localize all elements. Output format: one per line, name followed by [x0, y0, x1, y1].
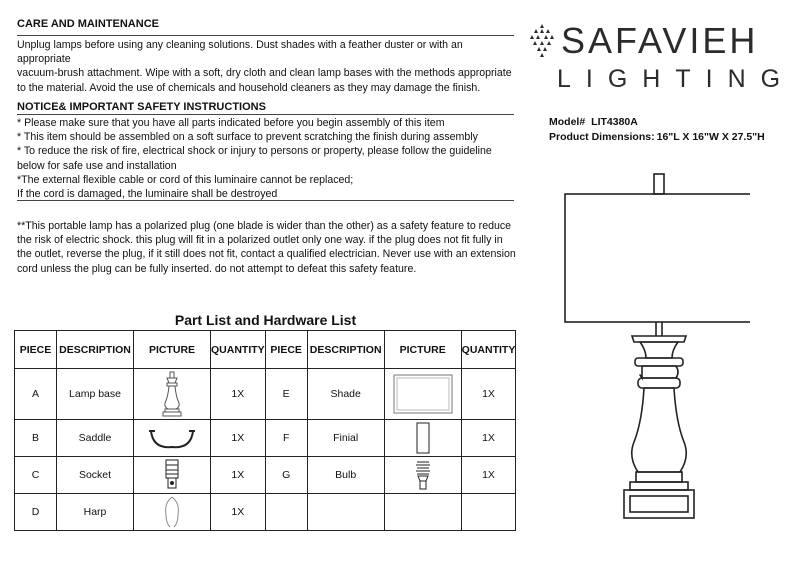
dimensions-label: Product Dimensions:	[549, 131, 655, 143]
notice-line: * Please make sure that you have all parts indicated before you begin assembly of this item	[17, 117, 445, 129]
care-divider	[17, 35, 514, 36]
notice-line: If the cord is damaged, the luminaire shall be destroyed	[17, 188, 278, 201]
plug-note-line: **This portable lamp has a polarized plug (one blade is wider than the other) as a safety feature to reduce	[17, 220, 512, 232]
piece-cell: F	[265, 420, 307, 457]
socket-icon	[164, 459, 180, 491]
notice-bottom-divider	[17, 200, 514, 201]
piece-cell	[265, 494, 307, 531]
header-cell: DESCRIPTION	[307, 331, 384, 369]
lamp-base-icon	[160, 371, 184, 417]
care-title: CARE AND MAINTENANCE	[17, 18, 159, 30]
model-value: LIT4380A	[591, 116, 638, 128]
description-cell: Socket	[57, 457, 134, 494]
quantity-cell: 1X	[461, 457, 516, 494]
table-row	[15, 457, 516, 494]
plug-note-paragraph	[17, 219, 517, 276]
finial-icon	[415, 422, 431, 454]
notice-divider	[17, 114, 514, 115]
model-label: Model#	[549, 116, 586, 128]
notice-line: *The external flexible cable or cord of this luminaire cannot be replaced;	[17, 173, 354, 186]
notice-line: * To reduce the risk of fire, electrical shock or injury to persons or property, please follow the guideline	[17, 145, 492, 158]
saddle-icon	[147, 423, 197, 453]
header-cell: QUANTITY	[461, 331, 516, 369]
quantity-cell: 1X	[461, 420, 516, 457]
description-cell: Harp	[57, 494, 134, 531]
header-cell: PICTURE	[384, 331, 461, 369]
harp-icon	[160, 495, 184, 529]
brand-subtitle: LIGHTING	[557, 65, 796, 93]
notice-line: below for safe use and installation	[17, 159, 177, 172]
notice-paragraph	[17, 116, 517, 201]
lamp-illustration	[560, 172, 750, 532]
care-line: to the material. Avoid the use of chemicals and household cleaners as they may damage the finish.	[17, 81, 481, 94]
care-paragraph	[17, 38, 517, 95]
piece-cell: E	[265, 369, 307, 420]
piece-cell: D	[15, 494, 57, 531]
quantity-cell: 1X	[211, 494, 266, 531]
description-cell: Shade	[307, 369, 384, 420]
picture-cell	[134, 494, 211, 531]
notice-title: NOTICE& IMPORTANT SAFETY INSTRUCTIONS	[17, 101, 266, 113]
plug-note-line: cord unless the plug can be fully inserted. do not attempt to defeat this safety feature.	[17, 262, 417, 275]
picture-cell	[134, 457, 211, 494]
quantity-cell: 1X	[211, 420, 266, 457]
table-row	[15, 420, 516, 457]
quantity-cell	[461, 494, 516, 531]
piece-cell: A	[15, 369, 57, 420]
quantity-cell: 1X	[211, 369, 266, 420]
piece-cell: B	[15, 420, 57, 457]
header-cell: PIECE	[265, 331, 307, 369]
header-cell: PICTURE	[134, 331, 211, 369]
parts-header-row	[15, 331, 516, 369]
chandelier-icon	[527, 24, 557, 58]
picture-cell	[384, 420, 461, 457]
table-row	[15, 369, 516, 420]
notice-line: * This item should be assembled on a soft surface to prevent scratching the finish during assembly	[17, 131, 478, 144]
shade-icon	[392, 371, 454, 417]
table-row	[15, 494, 516, 531]
header-cell: PIECE	[15, 331, 57, 369]
product-specs	[549, 115, 771, 145]
header-cell: QUANTITY	[211, 331, 266, 369]
picture-cell	[134, 369, 211, 420]
parts-title: Part List and Hardware List	[174, 312, 357, 328]
picture-cell	[134, 420, 211, 457]
care-line: Unplug lamps before using any cleaning solutions. Dust shades with a feather duster or with an appropriate	[17, 39, 463, 66]
quantity-cell: 1X	[211, 457, 266, 494]
picture-cell	[384, 494, 461, 531]
plug-note-line: the outlet, reverse the plug, if it still does not fit, contact a qualified electrician. Never use with an extension	[17, 248, 516, 261]
plug-note-line: the risk of electric shock. this plug will fit in a polarized outlet only one way. if the plug does not fit fully in	[17, 234, 503, 247]
picture-cell	[384, 457, 461, 494]
description-cell: Lamp base	[57, 369, 134, 420]
description-cell: Bulb	[307, 457, 384, 494]
brand-logo	[527, 18, 797, 98]
shade-outline	[565, 194, 750, 322]
description-cell: Saddle	[57, 420, 134, 457]
header-cell: DESCRIPTION	[57, 331, 134, 369]
description-cell	[307, 494, 384, 531]
quantity-cell: 1X	[461, 369, 516, 420]
brand-name: SAFAVIEH	[561, 20, 759, 61]
finial-outline	[654, 174, 664, 194]
picture-cell	[384, 369, 461, 420]
dimensions-value: 16"L X 16"W X 27.5"H	[656, 131, 765, 143]
description-cell: Finial	[307, 420, 384, 457]
care-line: vacuum-brush attachment. Wipe with a soft, dry cloth and clean lamp bases with the methods appropriate	[17, 67, 512, 80]
parts-table	[14, 330, 516, 531]
piece-cell: C	[15, 457, 57, 494]
piece-cell: G	[265, 457, 307, 494]
bulb-icon	[413, 459, 433, 491]
